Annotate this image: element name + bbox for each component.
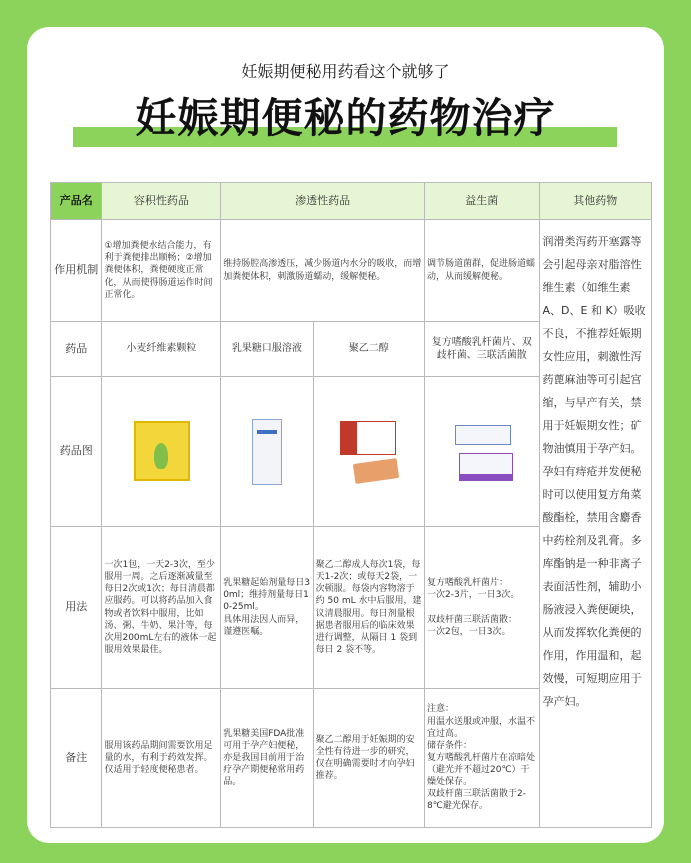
cell-other-drugs: 润滑类泻药开塞露等会引起母亲对脂溶性维生素（如维生素 A、D、E 和 K）吸收不良，不推荐妊娠期女性应用，刺激性泻药蓖麻油等可引起宫缩，与早产有关，禁用于妊娠期女性；矿物油慎用于孕产妇。孕妇有痔疮并发便秘时可以使用复方角菜酸酯栓，禁用含麝香中药栓剂及乳膏。多库酯钠是一种非离子表面活性剂，辅助小肠液浸入粪便硬块，从而发挥软化粪便的作用，作用温和，起效慢，可短期应用于孕产妇。 bbox=[539, 220, 651, 828]
peg-box-icon bbox=[340, 421, 396, 455]
cell-mechanism-probiotic: 调节肠道菌群，促进肠道蠕动，从而缓解便秘。 bbox=[425, 220, 540, 322]
header-row bbox=[51, 183, 652, 220]
row-label-drug: 药品 bbox=[51, 322, 102, 377]
row-label-usage: 用法 bbox=[51, 527, 102, 689]
content-card bbox=[27, 27, 664, 843]
header-other: 其他药物 bbox=[539, 183, 651, 220]
page-title: 妊娠期便秘的药物治疗 bbox=[135, 94, 556, 142]
probiotic-box-2-icon bbox=[459, 453, 513, 481]
row-label-image: 药品图 bbox=[51, 377, 102, 527]
cell-drug-peg: 聚乙二醇 bbox=[313, 322, 424, 377]
header-product-name: 产品名 bbox=[51, 183, 102, 220]
cell-image-probiotic bbox=[425, 377, 540, 527]
cell-usage-bulk: 一次1包，一天2-3次，至少服用一周。之后逐渐减量至每日2次或1次；每日清晨都应服药。可以将药品加入食物或者饮料中服用，比如汤、粥、牛奶、果汁等，每次用200mL左右的液体一起服用效果最佳。 bbox=[102, 527, 221, 689]
cell-mechanism-bulk: ①增加粪便水结合能力，有利于粪便排出顺畅；②增加粪便体积，粪便硬度正常化，从而使得肠道运作时间正常化。 bbox=[102, 220, 221, 322]
cell-image-bulk bbox=[102, 377, 221, 527]
cell-image-lactulose bbox=[221, 377, 313, 527]
header-bulk: 容积性药品 bbox=[102, 183, 221, 220]
cell-usage-lactulose: 乳果糖起始剂量每日30ml；维持剂量每日10-25ml。 具体用法因人而异，谨遵医嘱。 bbox=[221, 527, 313, 689]
cell-notes-peg: 聚乙二醇用于妊娠期的安全性有待进一步的研究，仅在明确需要时才向孕妇推荐。 bbox=[313, 689, 424, 828]
cell-notes-probiotic: 注意： 用温水送服或冲服，水温不宜过高。 储存条件： 复方嗜酸乳杆菌片在凉暗处（避光并不超过20℃）干燥处保存。 双歧杆菌三联活菌散于2-8℃避光保存。 bbox=[425, 689, 540, 828]
cell-usage-probiotic: 复方嗜酸乳杆菌片： 一次2-3片，一日3次。 双歧杆菌三联活菌散： 一次2包，一日3次。 bbox=[425, 527, 540, 689]
wheat-fiber-box-icon bbox=[134, 421, 190, 481]
probiotic-box-icon bbox=[455, 425, 511, 445]
cell-usage-peg: 聚乙二醇成人每次1袋，每天1-2次；或每天2袋，一次顿服。每袋内容物溶于约 50 mL 水中后服用，建议清晨服用。每日剂量根据患者服用后的临床效果进行调整，从隔日 1 袋到每日 2 袋不等。 bbox=[313, 527, 424, 689]
drug-table bbox=[50, 182, 652, 828]
header-probiotic: 益生菌 bbox=[425, 183, 540, 220]
cell-drug-probiotic: 复方嗜酸乳杆菌片、双歧杆菌、三联活菌散 bbox=[425, 322, 540, 377]
cell-drug-lactulose: 乳果糖口服溶液 bbox=[221, 322, 313, 377]
cell-image-peg bbox=[313, 377, 424, 527]
subtitle: 妊娠期便秘用药看这个就够了 bbox=[241, 62, 450, 81]
row-label-mechanism: 作用机制 bbox=[51, 220, 102, 322]
lactulose-box-icon bbox=[252, 419, 282, 485]
row-label-notes: 备注 bbox=[51, 689, 102, 828]
peg-sachet-icon bbox=[353, 458, 399, 484]
header-osmotic: 渗透性药品 bbox=[221, 183, 425, 220]
cell-drug-bulk: 小麦纤维素颗粒 bbox=[102, 322, 221, 377]
cell-notes-bulk: 服用该药品期间需要饮用足量的水，有利于药效发挥。 仅适用于轻度便秘患者。 bbox=[102, 689, 221, 828]
table-row bbox=[51, 220, 652, 322]
cell-mechanism-osmotic: 维持肠腔高渗透压，减少肠道内水分的吸收，而增加粪便体积，刺激肠道蠕动，缓解便秘。 bbox=[221, 220, 425, 322]
cell-notes-lactulose: 乳果糖美国FDA批准可用于孕产妇便秘，亦是我国目前用于治疗孕产期便秘常用药品。 bbox=[221, 689, 313, 828]
